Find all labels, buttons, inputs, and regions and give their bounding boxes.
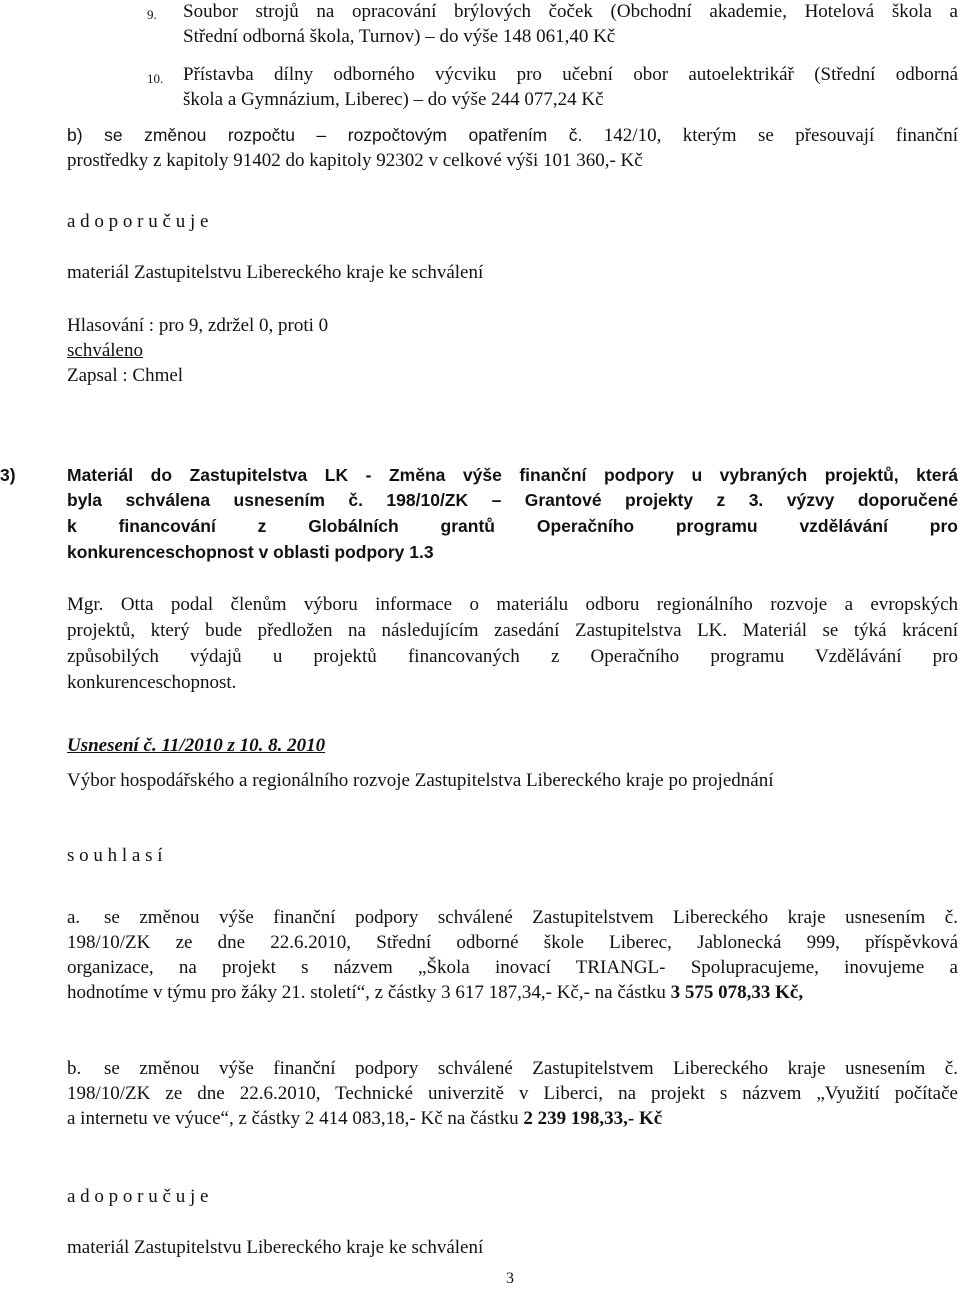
item-b-line-3 — [67, 1106, 958, 1131]
item-a-line-4 — [67, 980, 958, 1005]
item-b-line-3-text: a internetu ve výuce“, z částky 2 414 083,18,- Kč na částku — [67, 1108, 524, 1129]
point-3-line-3: k financování z Globálních grantů Operačního programu vzdělávání pro — [67, 516, 958, 536]
resolution-title: Usnesení č. 11/2010 z 10. 8. 2010 — [67, 735, 326, 756]
report-line-2: projektů, který bude předložen na následujícím zasedání Zastupitelstva LK. Materiál se týká krácení — [67, 620, 958, 641]
point-3-number: 3) — [0, 465, 16, 485]
item-b-new-amount: 2 239 198,33,- Kč — [523, 1108, 663, 1129]
recommendation-heading-2: a d o p o r u č u j e — [67, 1186, 209, 1207]
item-10-line-2: škola a Gymnázium, Liberec) – do výše 244 077,24 Kč — [183, 89, 604, 110]
material-line-1: materiál Zastupitelstvu Libereckého kraje ke schválení — [67, 262, 484, 283]
page-number: 3 — [506, 1270, 514, 1287]
item-a-line-1: se změnou výše finanční podpory schválené Zastupitelstvem Libereckého kraje usnesením č. — [104, 907, 958, 928]
report-line-1: Mgr. Otta podal členům výboru informace o materiálu odboru regionálního rozvoje a evropských — [67, 594, 958, 615]
report-line-3: způsobilých výdajů u projektů financovaných z Operačního programu Vzdělávání pro — [67, 646, 958, 667]
point-3-line-2: byla schválena usnesením č. 198/10/ZK – Grantové projekty z 3. výzvy doporučené — [67, 490, 958, 510]
report-line-4: konkurenceschopnost. — [67, 672, 237, 693]
committee-line: Výbor hospodářského a regionálního rozvoje Zastupitelstva Libereckého kraje po projednání — [67, 770, 774, 791]
item-10-line-1: Přístavba dílny odborného výcviku pro učební obor autoelektrikář (Střední odborná — [183, 64, 958, 85]
item-number-9: 9. — [147, 7, 157, 22]
item-b-line-1: se změnou výše finanční podpory schválené Zastupitelstvem Libereckého kraje usnesením č. — [104, 1058, 958, 1079]
section-b-line-2: prostředky z kapitoly 91402 do kapitoly 92302 v celkové výši 101 360,- Kč — [67, 150, 643, 171]
item-a-line-4-text: hodnotíme v týmu pro žáky 21. století“, z částky 3 617 187,34,- Kč,- na částku — [67, 982, 671, 1003]
item-9-line-2: Střední odborná škola, Turnov) – do výše 148 061,40 Kč — [183, 26, 616, 47]
section-b-rest: 142/10, kterým se přesouvají finanční — [582, 125, 958, 146]
point-3-line-1: Materiál do Zastupitelstva LK - Změna výše finanční podpory u vybraných projektů, která — [67, 465, 958, 485]
resolution-title-row — [67, 733, 958, 758]
material-line-2: materiál Zastupitelstvu Libereckého kraje ke schválení — [67, 1237, 484, 1258]
recorded-by: Zapsal : Chmel — [67, 365, 184, 386]
agrees-heading: s o u h l a s í — [67, 845, 163, 866]
item-b-line-2: 198/10/ZK ze dne 22.6.2010, Technické univerzitě v Liberci, na projekt s názvem „Využití počítače — [67, 1083, 958, 1104]
item-b-letter: b. — [67, 1058, 82, 1079]
section-b-lead: b) se změnou rozpočtu – rozpočtovým opatřením č. — [67, 125, 583, 145]
approved-text: schváleno — [67, 340, 143, 361]
recommendation-heading-1: a d o p o r u č u j e — [67, 211, 209, 232]
item-a-line-3: organizace, na projekt s názvem „Škola inovací TRIANGL- Spolupracujeme, inovujeme a — [67, 957, 958, 978]
point-3-line-4: konkurenceschopnost v oblasti podpory 1.3 — [67, 542, 434, 562]
section-b-line-1 — [67, 123, 958, 148]
vote-result: Hlasování : pro 9, zdržel 0, proti 0 — [67, 315, 329, 336]
item-a-line-2: 198/10/ZK ze dne 22.6.2010, Střední odborné škole Liberec, Jablonecká 999, příspěvková — [67, 932, 958, 953]
approved-label — [67, 338, 958, 363]
item-9-line-1: Soubor strojů na opracování brýlových čoček (Obchodní akademie, Hotelová škola a — [183, 1, 958, 22]
item-number-10: 10. — [147, 71, 164, 86]
item-a-letter: a. — [67, 907, 81, 928]
item-a-new-amount: 3 575 078,33 Kč, — [670, 982, 804, 1003]
